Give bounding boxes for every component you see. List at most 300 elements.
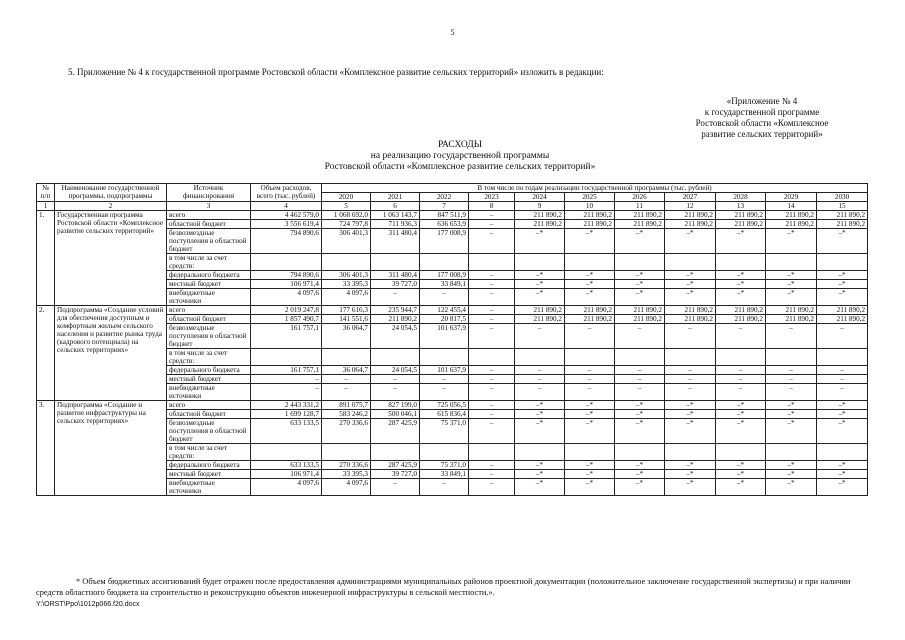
year-value: –: [371, 384, 420, 401]
year-value: –*: [817, 419, 868, 444]
year-value: –: [615, 375, 665, 384]
year-value: 724 797,8: [322, 220, 371, 229]
page-number: 5: [450, 28, 455, 37]
year-value: 711 936,3: [371, 220, 420, 229]
file-path: Y:\ORST\Ppo\1012p066.f20.docx: [36, 601, 140, 608]
funding-source: федерального бюджета: [167, 271, 251, 280]
year-value: [817, 254, 868, 271]
total-value: [251, 254, 322, 271]
year-value: [817, 444, 868, 461]
funding-source: всего: [167, 401, 251, 410]
year-value: –: [665, 366, 716, 375]
year-value: –*: [515, 271, 565, 280]
annex-caption: [667, 96, 857, 140]
year-value: [469, 349, 515, 366]
year-value: –: [766, 384, 817, 401]
year-value: 211 890,2: [817, 211, 868, 220]
year-value: –*: [766, 271, 817, 280]
year-value: –: [469, 461, 515, 470]
year-value: 311 480,4: [371, 229, 420, 254]
year-value: –: [615, 384, 665, 401]
year-value: 36 064,7: [322, 366, 371, 375]
year-value: 311 480,4: [371, 271, 420, 280]
year-value: –: [469, 280, 515, 289]
year-value: 4 097,6: [322, 289, 371, 306]
year-value: –*: [766, 461, 817, 470]
funding-source: федерального бюджета: [167, 461, 251, 470]
column-number: 1: [37, 202, 55, 211]
program-number: 3.: [37, 401, 55, 496]
document-title: [300, 140, 620, 173]
year-value: –: [469, 315, 515, 324]
funding-source: в том числе за счет средств:: [167, 254, 251, 271]
column-number: 13: [716, 202, 766, 211]
column-number: 5: [322, 202, 371, 211]
year-value: –: [515, 366, 565, 375]
year-value: –: [515, 384, 565, 401]
year-value: 39 727,0: [371, 280, 420, 289]
year-value: –: [817, 324, 868, 349]
year-value: –*: [515, 401, 565, 410]
column-number: 8: [469, 202, 515, 211]
column-number: 15: [817, 202, 868, 211]
year-value: 500 046,1: [371, 410, 420, 419]
program-number: 2.: [37, 306, 55, 401]
year-value: [469, 444, 515, 461]
year-value: [817, 349, 868, 366]
year-value: 211 890,2: [615, 306, 665, 315]
year-value: –*: [515, 470, 565, 479]
annex-line: Ростовской области «Комплексное: [695, 118, 829, 128]
header-year: 2029: [766, 193, 817, 202]
funding-source: безвозмездные поступления в областной бюджет: [167, 229, 251, 254]
program-name: Государственная программа Ростовской области «Комплексное развитие сельских территорий»: [55, 211, 167, 306]
year-value: –: [515, 375, 565, 384]
year-value: 211 890,2: [716, 306, 766, 315]
year-value: –*: [515, 280, 565, 289]
year-value: 211 890,2: [817, 220, 868, 229]
annex-line: к государственной программе: [704, 107, 820, 117]
program-number: 1.: [37, 211, 55, 306]
year-value: –: [817, 375, 868, 384]
year-value: [565, 254, 615, 271]
year-value: –*: [766, 410, 817, 419]
year-value: –: [665, 375, 716, 384]
total-value: 4 097,6: [251, 479, 322, 496]
year-value: –*: [615, 271, 665, 280]
year-value: –*: [716, 479, 766, 496]
year-value: –*: [716, 419, 766, 444]
year-value: –*: [615, 229, 665, 254]
year-value: –*: [615, 479, 665, 496]
year-value: –*: [766, 479, 817, 496]
year-value: 211 890,2: [817, 315, 868, 324]
year-value: –*: [817, 229, 868, 254]
year-value: [420, 349, 469, 366]
year-value: –*: [817, 401, 868, 410]
year-value: –: [371, 375, 420, 384]
year-value: –*: [665, 280, 716, 289]
year-value: 211 890,2: [515, 211, 565, 220]
year-value: 211 890,2: [716, 315, 766, 324]
year-value: –*: [716, 280, 766, 289]
total-value: 2 019 247,8: [251, 306, 322, 315]
year-value: –: [716, 324, 766, 349]
year-value: –*: [565, 289, 615, 306]
year-value: 211 890,2: [615, 211, 665, 220]
annex-line: развитие сельских территорий»: [701, 129, 823, 139]
year-value: –*: [716, 410, 766, 419]
year-value: 211 890,2: [766, 220, 817, 229]
year-value: –*: [665, 289, 716, 306]
year-value: [766, 254, 817, 271]
header-year: 2027: [665, 193, 716, 202]
year-value: [322, 444, 371, 461]
year-value: –*: [565, 271, 615, 280]
year-value: –: [615, 366, 665, 375]
year-value: –*: [515, 461, 565, 470]
year-value: –: [469, 229, 515, 254]
year-value: 20 817,5: [420, 315, 469, 324]
year-value: –*: [665, 401, 716, 410]
year-value: [665, 444, 716, 461]
year-value: 287 425,9: [371, 419, 420, 444]
year-value: [515, 349, 565, 366]
year-value: [716, 254, 766, 271]
table-row: [37, 211, 868, 220]
year-value: –*: [565, 470, 615, 479]
header-years-caption: В том числе по годам реализации государственной программы (тыс. рублей): [322, 184, 868, 193]
year-value: –: [565, 366, 615, 375]
year-value: –*: [716, 271, 766, 280]
year-value: –: [371, 479, 420, 496]
funding-source: областной бюджет: [167, 410, 251, 419]
year-value: –: [371, 289, 420, 306]
total-value: 794 890,6: [251, 229, 322, 254]
year-value: 847 511,9: [420, 211, 469, 220]
program-name: Подпрограмма «Создание и развитие инфраструктуры на сельских территориях»: [55, 401, 167, 496]
year-value: –: [716, 375, 766, 384]
year-value: 1 068 692,0: [322, 211, 371, 220]
year-value: –*: [515, 229, 565, 254]
year-value: 211 890,2: [665, 220, 716, 229]
year-value: –: [420, 479, 469, 496]
year-value: –*: [565, 229, 615, 254]
year-value: –: [322, 384, 371, 401]
year-value: 75 371,0: [420, 419, 469, 444]
total-value: 161 757,1: [251, 324, 322, 349]
year-value: 211 890,2: [565, 306, 615, 315]
year-value: 4 097,6: [322, 479, 371, 496]
year-value: –: [420, 289, 469, 306]
year-value: 24 054,5: [371, 366, 420, 375]
year-value: 211 890,2: [615, 315, 665, 324]
year-value: –: [420, 384, 469, 401]
year-value: [615, 444, 665, 461]
total-value: 4 462 579,0: [251, 211, 322, 220]
year-value: [371, 349, 420, 366]
intro-text: 5. Приложение № 4 к государственной программе Ростовской области «Комплексное развитие сельских территорий» изложить в редакции:: [68, 67, 604, 77]
total-value: 4 097,6: [251, 289, 322, 306]
year-value: –: [469, 375, 515, 384]
year-value: –*: [565, 479, 615, 496]
year-value: –*: [615, 401, 665, 410]
header-year: 2020: [322, 193, 371, 202]
year-value: –: [420, 375, 469, 384]
year-value: [565, 349, 615, 366]
year-value: –: [565, 384, 615, 401]
year-value: –*: [766, 280, 817, 289]
year-value: [322, 349, 371, 366]
year-value: –: [665, 384, 716, 401]
funding-source: местный бюджет: [167, 470, 251, 479]
header-year: 2024: [515, 193, 565, 202]
year-value: –*: [565, 280, 615, 289]
year-value: –*: [716, 289, 766, 306]
year-value: –*: [817, 410, 868, 419]
total-value: 106 971,4: [251, 280, 322, 289]
table-row: [37, 306, 868, 315]
program-name: Подпрограмма «Создание условий для обеспечения доступным и комфортным жильем сельского населения и развитие рынка труда (кадрового потенциала) на сельских территориях»: [55, 306, 167, 401]
total-value: –: [251, 384, 322, 401]
year-value: –*: [565, 401, 615, 410]
year-value: –*: [665, 461, 716, 470]
year-value: 33 395,3: [322, 280, 371, 289]
year-value: 235 944,7: [371, 306, 420, 315]
year-value: [665, 349, 716, 366]
year-value: [322, 254, 371, 271]
year-value: 36 064,7: [322, 324, 371, 349]
year-value: 583 246,2: [322, 410, 371, 419]
year-value: 33 395,3: [322, 470, 371, 479]
year-value: –: [515, 324, 565, 349]
year-value: 270 336,6: [322, 461, 371, 470]
year-value: 306 401,3: [322, 271, 371, 280]
year-value: –: [565, 375, 615, 384]
year-value: –: [469, 289, 515, 306]
year-value: 75 371,0: [420, 461, 469, 470]
column-number: 14: [766, 202, 817, 211]
expenses-table: [36, 183, 868, 496]
year-value: [565, 444, 615, 461]
year-value: –*: [565, 410, 615, 419]
year-value: 725 056,5: [420, 401, 469, 410]
year-value: 211 890,2: [615, 220, 665, 229]
year-value: –*: [515, 419, 565, 444]
year-value: –: [817, 384, 868, 401]
year-value: 306 401,3: [322, 229, 371, 254]
header-total: Объем расходов, всего (тыс. рублей): [251, 184, 322, 202]
year-value: [420, 444, 469, 461]
year-value: 211 890,2: [817, 306, 868, 315]
year-value: 211 890,2: [565, 211, 615, 220]
year-value: –*: [565, 419, 615, 444]
year-value: 211 890,2: [515, 306, 565, 315]
funding-source: безвозмездные поступления в областной бюджет: [167, 324, 251, 349]
header-year: 2026: [615, 193, 665, 202]
year-value: –*: [817, 479, 868, 496]
year-value: –*: [817, 461, 868, 470]
year-value: –*: [665, 470, 716, 479]
year-value: 33 849,1: [420, 470, 469, 479]
year-value: –*: [665, 271, 716, 280]
year-value: –: [469, 211, 515, 220]
table-body: [37, 211, 868, 496]
year-value: –*: [615, 280, 665, 289]
column-number: 4: [251, 202, 322, 211]
header-year: 2028: [716, 193, 766, 202]
year-value: –*: [665, 410, 716, 419]
year-value: [371, 444, 420, 461]
year-value: 636 653,9: [420, 220, 469, 229]
year-value: 270 336,6: [322, 419, 371, 444]
year-value: [615, 254, 665, 271]
year-value: –: [766, 366, 817, 375]
year-value: 39 727,0: [371, 470, 420, 479]
total-value: [251, 349, 322, 366]
year-value: [766, 349, 817, 366]
year-value: –: [565, 324, 615, 349]
total-value: 106 971,4: [251, 470, 322, 479]
header-year: 2030: [817, 193, 868, 202]
year-value: [716, 349, 766, 366]
header-year: 2021: [371, 193, 420, 202]
year-value: 827 199,0: [371, 401, 420, 410]
year-value: –*: [615, 461, 665, 470]
year-value: 1 063 143,7: [371, 211, 420, 220]
year-value: –*: [716, 401, 766, 410]
year-value: –: [469, 306, 515, 315]
year-value: 615 836,4: [420, 410, 469, 419]
footnote: * Объем бюджетных ассигнований будет отражен после предоставления администрациями муниципальных районов проектной документации (положительное заключение государственной экспертизы) и при наличии средств областного бюджета на строительство и реконструкцию объектов инженерной инфраструктуры в сельской местности.».: [36, 577, 851, 597]
total-value: –: [251, 375, 322, 384]
funding-source: внебюджетные источники: [167, 289, 251, 306]
year-value: 211 890,2: [665, 211, 716, 220]
year-value: –*: [817, 280, 868, 289]
year-value: –: [665, 324, 716, 349]
year-value: 122 455,4: [420, 306, 469, 315]
title-line: на реализацию государственной программы: [370, 151, 550, 161]
funding-source: местный бюджет: [167, 280, 251, 289]
year-value: –*: [716, 229, 766, 254]
header-source: Источник финансирования: [167, 184, 251, 202]
year-value: –: [322, 375, 371, 384]
year-value: [665, 254, 716, 271]
year-value: –*: [665, 479, 716, 496]
total-value: 2 443 331,2: [251, 401, 322, 410]
year-value: –: [469, 401, 515, 410]
funding-source: всего: [167, 211, 251, 220]
year-value: 177 008,9: [420, 229, 469, 254]
year-value: –*: [615, 470, 665, 479]
total-value: 633 133,5: [251, 461, 322, 470]
year-value: 287 425,9: [371, 461, 420, 470]
year-value: 211 890,2: [766, 315, 817, 324]
year-value: –: [469, 324, 515, 349]
year-value: –*: [515, 289, 565, 306]
year-value: 211 890,2: [716, 220, 766, 229]
funding-source: внебюджетные источники: [167, 479, 251, 496]
year-value: –*: [766, 289, 817, 306]
year-value: [515, 444, 565, 461]
year-value: 101 637,9: [420, 324, 469, 349]
funding-source: федерального бюджета: [167, 366, 251, 375]
year-value: 211 890,2: [565, 220, 615, 229]
header-name: Наименование государственной программы, подпрограммы: [55, 184, 167, 202]
column-number: 2: [55, 202, 167, 211]
year-value: 211 890,2: [665, 306, 716, 315]
year-value: [515, 254, 565, 271]
year-value: –*: [766, 401, 817, 410]
column-number: 3: [167, 202, 251, 211]
year-value: –: [716, 366, 766, 375]
year-value: [766, 444, 817, 461]
year-value: –: [615, 324, 665, 349]
year-value: 211 890,2: [766, 211, 817, 220]
total-value: [251, 444, 322, 461]
year-value: [615, 349, 665, 366]
table-row: [37, 401, 868, 410]
column-number: 10: [565, 202, 615, 211]
year-value: –: [766, 375, 817, 384]
year-value: –*: [565, 461, 615, 470]
year-value: –*: [716, 470, 766, 479]
header-num: № п/п: [37, 184, 55, 202]
year-value: 211 890,2: [565, 315, 615, 324]
title-line: РАСХОДЫ: [437, 140, 483, 150]
funding-source: областной бюджет: [167, 315, 251, 324]
funding-source: безвозмездные поступления в областной бюджет: [167, 419, 251, 444]
year-value: –: [469, 479, 515, 496]
year-value: 141 551,6: [322, 315, 371, 324]
year-value: 211 890,2: [665, 315, 716, 324]
year-value: –*: [615, 419, 665, 444]
funding-source: в том числе за счет средств:: [167, 349, 251, 366]
column-number: 12: [665, 202, 716, 211]
column-number: 7: [420, 202, 469, 211]
year-value: 211 890,2: [766, 306, 817, 315]
year-value: –*: [817, 271, 868, 280]
column-number: 11: [615, 202, 665, 211]
year-value: 211 890,2: [371, 315, 420, 324]
year-value: –*: [766, 470, 817, 479]
year-value: 24 054,5: [371, 324, 420, 349]
year-value: 891 075,7: [322, 401, 371, 410]
year-value: –*: [665, 419, 716, 444]
funding-source: внебюджетные источники: [167, 384, 251, 401]
year-value: –*: [615, 289, 665, 306]
year-value: –*: [515, 479, 565, 496]
total-value: 3 556 619,4: [251, 220, 322, 229]
year-value: 211 890,2: [716, 211, 766, 220]
year-value: –: [469, 366, 515, 375]
year-value: [420, 254, 469, 271]
year-value: [371, 254, 420, 271]
total-value: 161 757,1: [251, 366, 322, 375]
column-number: 6: [371, 202, 420, 211]
year-value: 177 008,9: [420, 271, 469, 280]
year-value: –: [766, 324, 817, 349]
title-line: Ростовской области «Комплексное развитие сельских территорий»: [324, 162, 596, 172]
year-value: –*: [817, 470, 868, 479]
year-value: –*: [665, 229, 716, 254]
year-value: 33 849,1: [420, 280, 469, 289]
year-value: –: [817, 366, 868, 375]
year-value: –*: [766, 419, 817, 444]
funding-source: местный бюджет: [167, 375, 251, 384]
funding-source: в том числе за счет средств:: [167, 444, 251, 461]
year-value: 177 616,3: [322, 306, 371, 315]
